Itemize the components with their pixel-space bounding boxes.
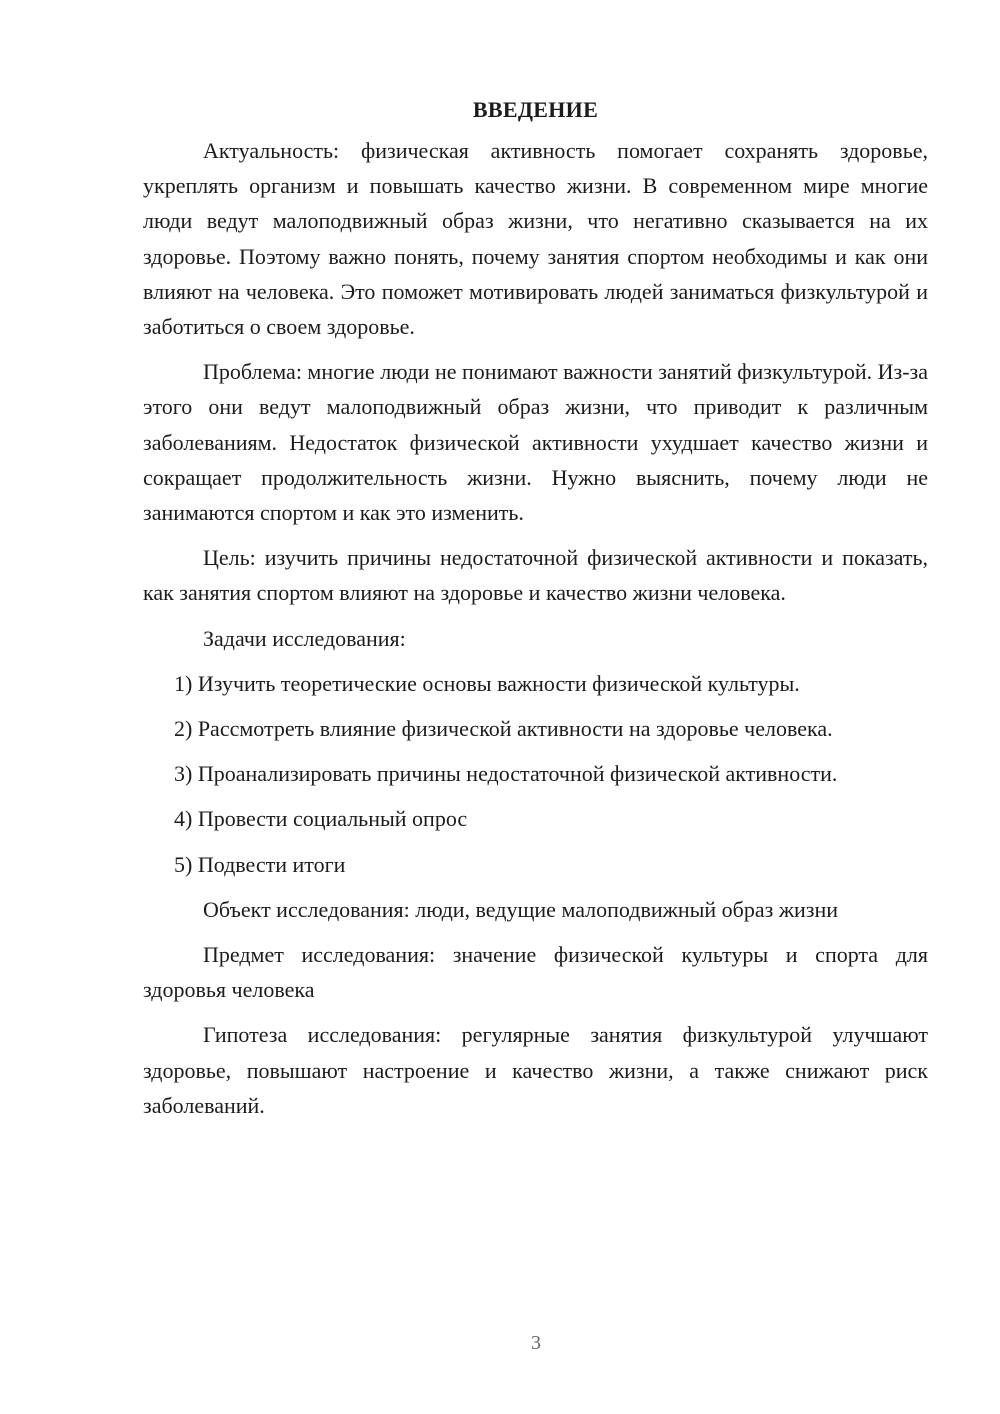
task-item: 2) Рассмотреть влияние физической активности на здоровье человека. [174,716,833,742]
task-item: 1) Изучить теоретические основы важности физической культуры. [174,670,800,696]
subject-paragraph: Предмет исследования: значение физической культуры и спорта для здоровья человека [143,942,928,1003]
relevance-paragraph: Актуальность: физическая активность помогает сохранять здоровье, укреплять организм и повышать качество жизни. В современном мире многие люди ведут малоподвижный образ жизни, что негативно сказывается на их здоровье. Поэтому важно понять, почему занятия спортом необходимы и как они влияют на человека. Это поможет мотивировать людей заниматься физкультурой и заботиться о своем здоровье. [143,138,928,340]
goal-paragraph: Цель: изучить причины недостаточной физической активности и показать, как занятия спортом влияют на здоровье и качество жизни человека. [143,545,928,606]
section-title: ВВЕДЕНИЕ [472,97,599,122]
tasks-list [143,666,928,882]
page-number: 3 [531,1332,541,1354]
problem-paragraph: Проблема: многие люди не понимают важности занятий физкультурой. Из-за этого они ведут малоподвижный образ жизни, что приводит к различным заболеваниям. Недостаток физической активности ухудшает качество жизни и сокращает продолжительность жизни. Нужно выяснить, почему люди не занимаются спортом и как это изменить. [143,359,928,526]
hypothesis-paragraph: Гипотеза исследования: регулярные занятия физкультурой улучшают здоровье, повышают настроение и качество жизни, а также снижают риск заболеваний. [143,1022,928,1118]
task-item: 3) Проанализировать причины недостаточной физической активности. [174,761,838,787]
tasks-heading: Задачи исследования: [203,625,406,651]
object-paragraph: Объект исследования: люди, ведущие малоподвижный образ жизни [203,896,839,922]
task-item: 5) Подвести итоги [174,851,346,877]
page-content [143,92,928,1133]
task-item: 4) Провести социальный опрос [174,806,468,832]
